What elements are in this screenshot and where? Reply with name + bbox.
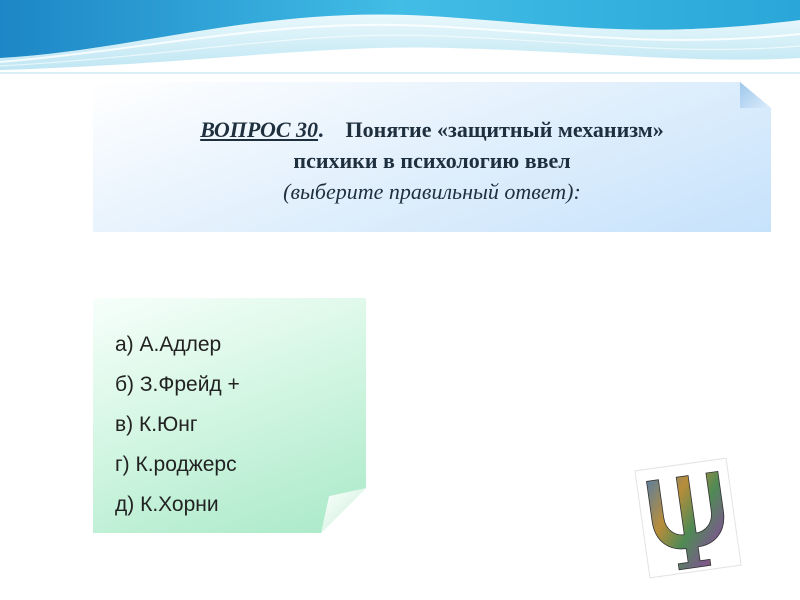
psi-letter-icon — [630, 458, 746, 578]
wave-banner-icon — [0, 0, 800, 70]
answer-option-c[interactable]: в) К.Юнг — [115, 413, 198, 436]
question-number-punct: . — [318, 117, 324, 142]
answer-option-a[interactable]: а) А.Адлер — [115, 333, 222, 356]
question-line1-text: Понятие «защитный механизм» — [345, 117, 664, 142]
question-hint: (выберите правильный ответ): — [283, 179, 581, 204]
question-card-fold — [740, 82, 771, 108]
answer-list — [115, 325, 240, 525]
answer-option-e[interactable]: д) К.Хорни — [115, 493, 219, 516]
header-divider — [0, 72, 800, 74]
question-line-1 — [93, 114, 771, 145]
question-number: ВОПРОС 30 — [200, 117, 319, 142]
question-line-2: психики в психологию ввел — [293, 148, 571, 173]
question-text — [93, 114, 771, 207]
answer-option-d[interactable]: г) К.роджерс — [115, 453, 237, 476]
answer-option-b[interactable]: б) З.Фрейд + — [115, 373, 240, 396]
